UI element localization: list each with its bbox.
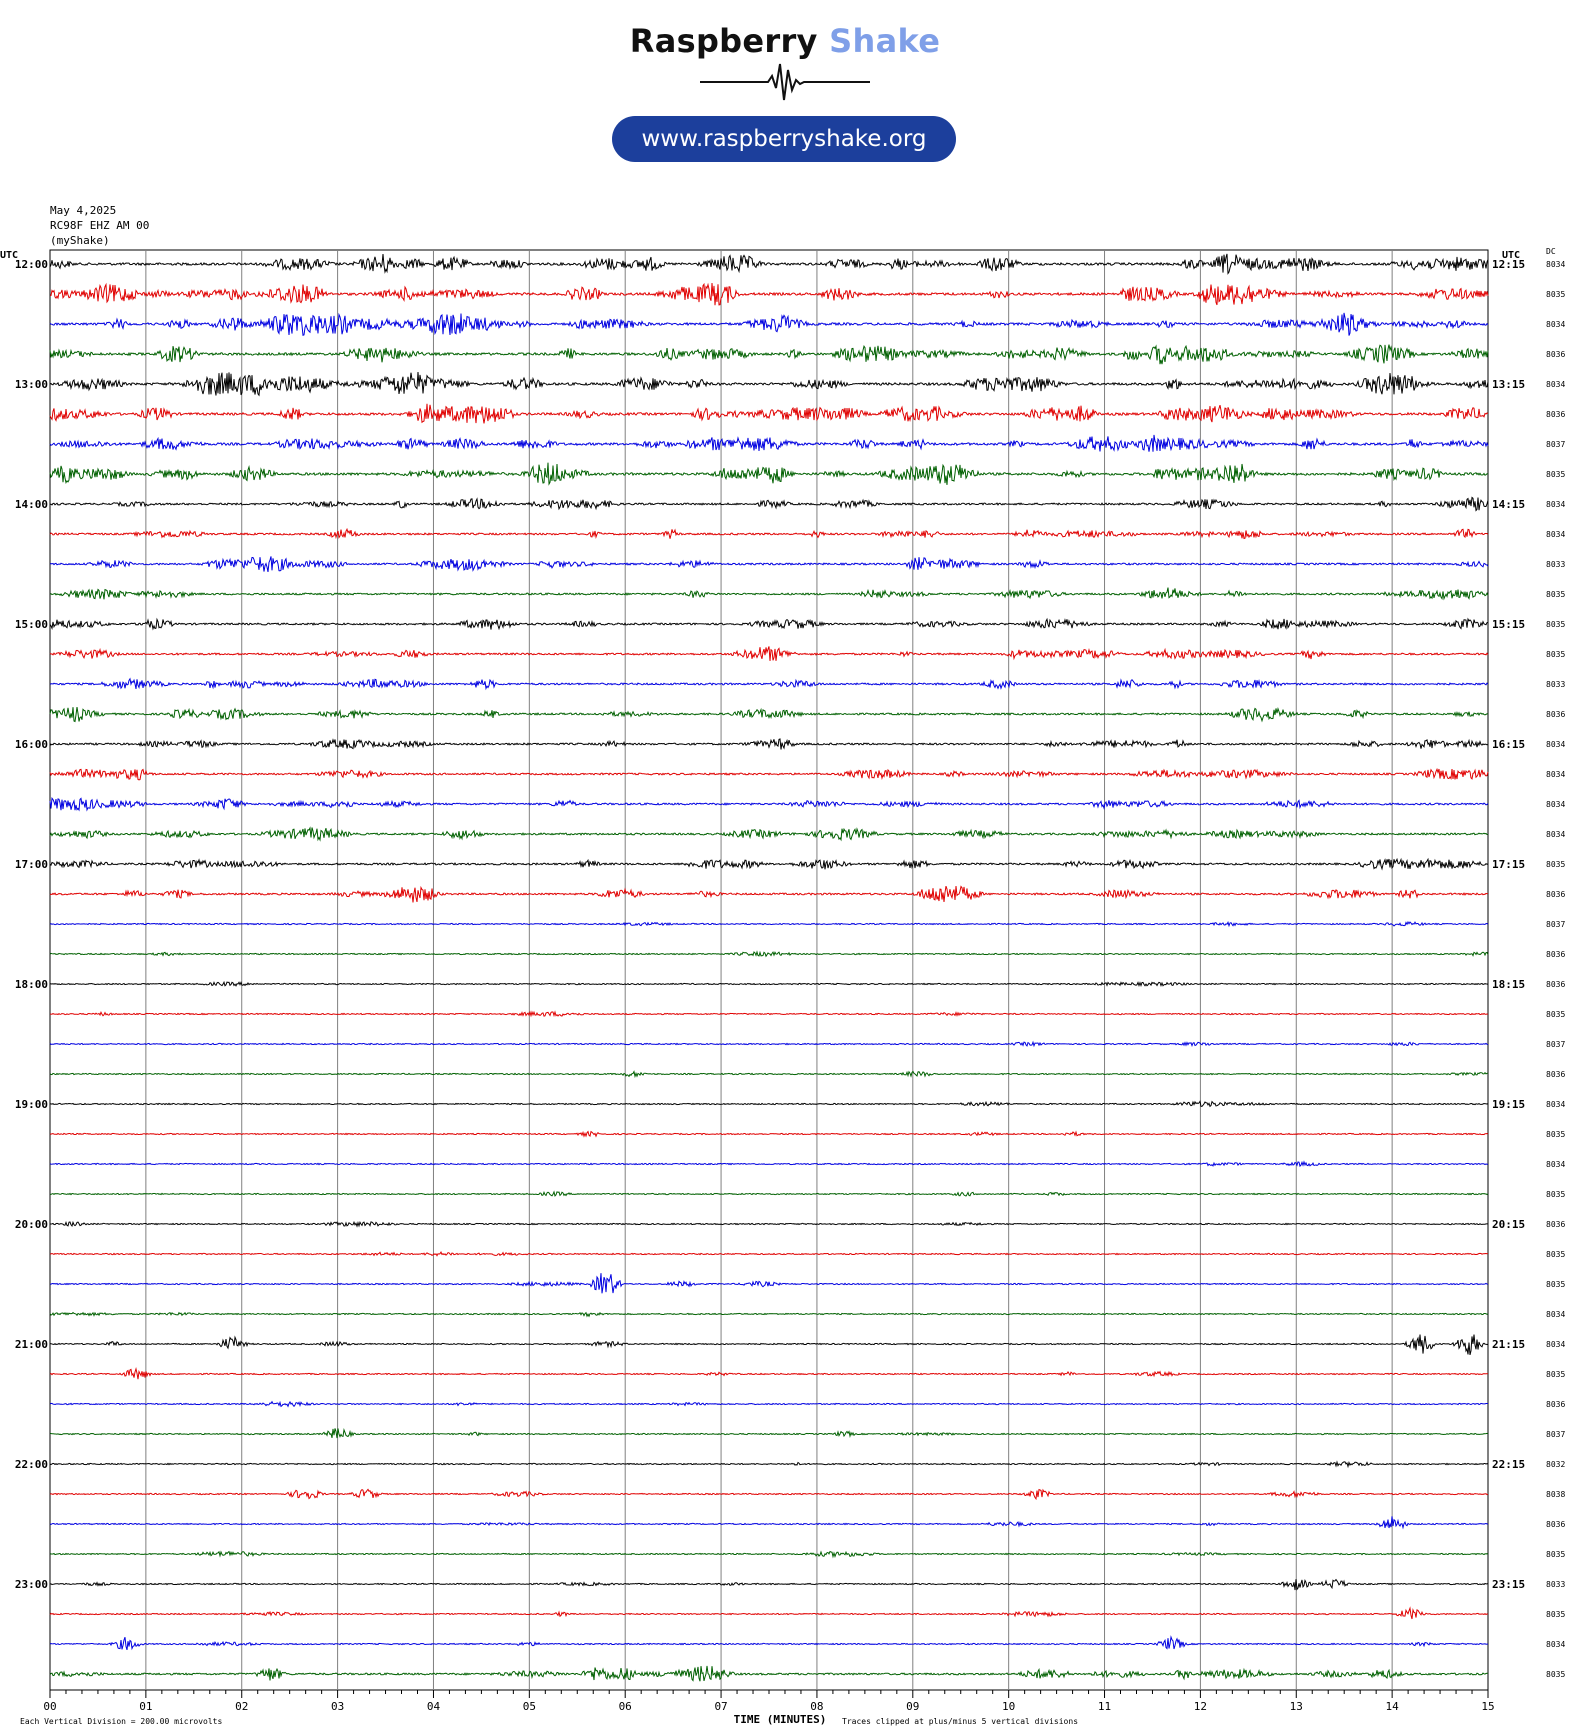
seismic-trace-line xyxy=(50,1489,1488,1498)
dc-offset-label: 8034 xyxy=(1546,1160,1566,1169)
seismic-trace-line xyxy=(50,1313,1488,1317)
dc-offset-label: 8035 xyxy=(1546,470,1566,479)
right-axis-title: UTC xyxy=(1502,250,1521,261)
x-tick-label: 02 xyxy=(235,1700,249,1713)
x-tick-label: 10 xyxy=(1002,1700,1016,1713)
x-tick-label: 05 xyxy=(522,1700,536,1713)
hour-label-left: 16:00 xyxy=(14,738,48,751)
dc-offset-label: 8036 xyxy=(1546,1220,1566,1229)
x-tick-label: 09 xyxy=(906,1700,920,1713)
dc-offset-label: 8035 xyxy=(1546,620,1566,629)
x-tick-label: 12 xyxy=(1193,1700,1208,1713)
dc-offset-label: 8035 xyxy=(1546,860,1566,869)
vertical-scale-note: Each Vertical Division = 200.00 microvolts xyxy=(20,1717,223,1726)
dc-offset-label: 8032 xyxy=(1546,1460,1566,1469)
dc-offset-label: 8036 xyxy=(1546,350,1566,359)
seismic-trace-line xyxy=(50,1192,1488,1196)
seismic-trace-line xyxy=(50,435,1488,452)
station-label: RC98F EHZ AM 00 xyxy=(50,219,150,232)
dc-offset-label: 8033 xyxy=(1546,560,1566,569)
seismic-trace-line xyxy=(50,646,1488,661)
seismic-trace-line xyxy=(50,886,1488,903)
hour-label-right: 20:15 xyxy=(1492,1218,1526,1231)
seismic-trace-line xyxy=(50,828,1488,840)
dc-offset-label: 8037 xyxy=(1546,920,1566,929)
seismic-trace-line xyxy=(50,1579,1488,1590)
source-label: (myShake) xyxy=(50,234,110,247)
hour-label-right: 15:15 xyxy=(1492,618,1526,631)
dc-offset-label: 8034 xyxy=(1546,830,1566,839)
hour-label-right: 17:15 xyxy=(1492,858,1526,871)
seismic-trace-line xyxy=(50,1516,1488,1528)
website-url-badge[interactable]: www.raspberryshake.org xyxy=(612,116,956,162)
seismic-trace-line xyxy=(50,345,1488,365)
hour-label-right: 13:15 xyxy=(1492,378,1526,391)
dc-offset-label: 8035 xyxy=(1546,1130,1566,1139)
dc-offset-label: 8036 xyxy=(1546,1070,1566,1079)
hour-label-left: 17:00 xyxy=(14,858,48,871)
dc-offset-label: 8034 xyxy=(1546,320,1566,329)
plot-frame xyxy=(50,250,1488,1690)
seismic-trace-line xyxy=(50,769,1488,780)
seismic-trace-line xyxy=(50,739,1488,750)
seismic-trace-line xyxy=(50,922,1488,926)
dc-offset-label: 8034 xyxy=(1546,1640,1566,1649)
logo-word-shake: Shake xyxy=(829,22,941,60)
dc-offset-label: 8034 xyxy=(1546,770,1566,779)
x-tick-label: 06 xyxy=(618,1700,632,1713)
dc-offset-label: 8034 xyxy=(1546,380,1566,389)
dc-offset-label: 8035 xyxy=(1546,290,1566,299)
dc-offset-label: 8034 xyxy=(1546,740,1566,749)
seismic-trace-line xyxy=(50,1222,1488,1226)
seismic-trace-line xyxy=(50,1369,1488,1379)
hour-label-left: 14:00 xyxy=(14,498,48,511)
seismic-trace-line xyxy=(50,859,1488,869)
date-label: May 4,2025 xyxy=(50,204,117,217)
dc-offset-label: 8035 xyxy=(1546,1610,1566,1619)
dc-offset-label: 8036 xyxy=(1546,710,1566,719)
hour-label-right: 23:15 xyxy=(1492,1578,1526,1591)
dc-offset-label: 8035 xyxy=(1546,590,1566,599)
logo-word-raspberry: Raspberry xyxy=(629,22,818,60)
dc-offset-label: 8034 xyxy=(1546,1100,1566,1109)
dc-column-title: DC xyxy=(1546,247,1556,256)
x-tick-label: 03 xyxy=(330,1700,345,1713)
dc-offset-label: 8035 xyxy=(1546,1010,1566,1019)
seismic-trace-line xyxy=(50,707,1488,721)
seismic-trace-line xyxy=(50,372,1488,396)
hour-label-left: 18:00 xyxy=(14,978,48,991)
seismic-trace-line xyxy=(50,1462,1488,1467)
clip-note: Traces clipped at plus/minus 5 vertical divisions xyxy=(842,1717,1079,1726)
hour-label-right: 12:15 xyxy=(1492,258,1526,271)
seismic-trace-line xyxy=(50,1252,1488,1256)
dc-offset-label: 8035 xyxy=(1546,1190,1566,1199)
hour-label-left: 19:00 xyxy=(14,1098,48,1111)
seismic-trace-line xyxy=(50,404,1488,424)
dc-offset-label: 8035 xyxy=(1546,1250,1566,1259)
dc-offset-label: 8038 xyxy=(1546,1490,1566,1499)
dc-offset-label: 8036 xyxy=(1546,410,1566,419)
dc-offset-label: 8036 xyxy=(1546,1400,1566,1409)
dc-offset-label: 8035 xyxy=(1546,1670,1566,1679)
seismic-trace-line xyxy=(50,1428,1488,1438)
left-axis-title: UTC xyxy=(0,250,19,261)
seismic-trace-line xyxy=(50,1637,1488,1650)
seismic-trace-line xyxy=(50,1101,1488,1106)
seismic-trace-line xyxy=(50,679,1488,689)
dc-offset-label: 8034 xyxy=(1546,1340,1566,1349)
hour-label-left: 23:00 xyxy=(14,1578,48,1591)
x-tick-label: 01 xyxy=(139,1700,153,1713)
seismic-trace-line xyxy=(50,1666,1488,1681)
seismic-trace-line xyxy=(50,556,1488,572)
hour-label-left: 22:00 xyxy=(14,1458,48,1471)
dc-offset-label: 8033 xyxy=(1546,1580,1566,1589)
seismic-trace-line xyxy=(50,1402,1488,1407)
hour-label-right: 18:15 xyxy=(1492,978,1526,991)
hour-label-left: 21:00 xyxy=(14,1338,48,1351)
dc-offset-label: 8037 xyxy=(1546,1430,1566,1439)
seismic-trace-line xyxy=(50,982,1488,986)
dc-offset-label: 8035 xyxy=(1546,1550,1566,1559)
hour-label-right: 21:15 xyxy=(1492,1338,1526,1351)
x-tick-label: 07 xyxy=(714,1700,728,1713)
dc-offset-label: 8036 xyxy=(1546,980,1566,989)
seismic-trace-line xyxy=(50,1608,1488,1619)
seismic-trace-line xyxy=(50,497,1488,510)
hour-label-right: 14:15 xyxy=(1492,498,1526,511)
dc-offset-label: 8036 xyxy=(1546,890,1566,899)
seismic-trace-line xyxy=(50,254,1488,274)
seismic-trace-line xyxy=(50,588,1488,600)
x-axis-title: TIME (MINUTES) xyxy=(733,1713,827,1726)
seismic-trace-line xyxy=(50,283,1488,305)
seismic-trace-line xyxy=(50,1552,1488,1557)
seismic-trace-line xyxy=(50,1042,1488,1046)
seismic-trace-line xyxy=(50,529,1488,539)
seismic-trace-line xyxy=(50,798,1488,810)
dc-offset-label: 8035 xyxy=(1546,1370,1566,1379)
seismic-trace-line xyxy=(50,1012,1488,1016)
seismic-trace-line xyxy=(50,1162,1488,1166)
seismic-trace-line xyxy=(50,1335,1488,1355)
x-tick-label: 15 xyxy=(1481,1700,1495,1713)
dc-offset-label: 8034 xyxy=(1546,260,1566,269)
dc-offset-label: 8035 xyxy=(1546,650,1566,659)
seismic-trace-line xyxy=(50,313,1488,336)
dc-offset-label: 8035 xyxy=(1546,1280,1566,1289)
seismic-trace-line xyxy=(50,463,1488,485)
x-tick-label: 08 xyxy=(810,1700,824,1713)
hour-label-right: 22:15 xyxy=(1492,1458,1526,1471)
seismic-trace-line xyxy=(50,1273,1488,1293)
hour-label-left: 20:00 xyxy=(14,1218,48,1231)
dc-offset-label: 8034 xyxy=(1546,800,1566,809)
seismic-trace-line xyxy=(50,1132,1488,1137)
hour-label-left: 15:00 xyxy=(14,618,48,631)
x-tick-label: 00 xyxy=(43,1700,57,1713)
dc-offset-label: 8033 xyxy=(1546,680,1566,689)
x-tick-label: 04 xyxy=(426,1700,441,1713)
seismic-trace-line xyxy=(50,619,1488,630)
seismic-trace-line xyxy=(50,1071,1488,1076)
dc-offset-label: 8037 xyxy=(1546,440,1566,449)
hour-label-left: 12:00 xyxy=(14,258,48,271)
dc-offset-label: 8037 xyxy=(1546,1040,1566,1049)
dc-offset-label: 8034 xyxy=(1546,1310,1566,1319)
x-tick-label: 13 xyxy=(1289,1700,1303,1713)
x-tick-label: 14 xyxy=(1385,1700,1399,1713)
seismic-trace-line xyxy=(50,952,1488,956)
dc-offset-label: 8034 xyxy=(1546,500,1566,509)
dc-offset-label: 8036 xyxy=(1546,950,1566,959)
hour-label-left: 13:00 xyxy=(14,378,48,391)
x-tick-label: 11 xyxy=(1097,1700,1112,1713)
dc-offset-label: 8036 xyxy=(1546,1520,1566,1529)
hour-label-right: 19:15 xyxy=(1492,1098,1526,1111)
hour-label-right: 16:15 xyxy=(1492,738,1526,751)
dc-offset-label: 8034 xyxy=(1546,530,1566,539)
